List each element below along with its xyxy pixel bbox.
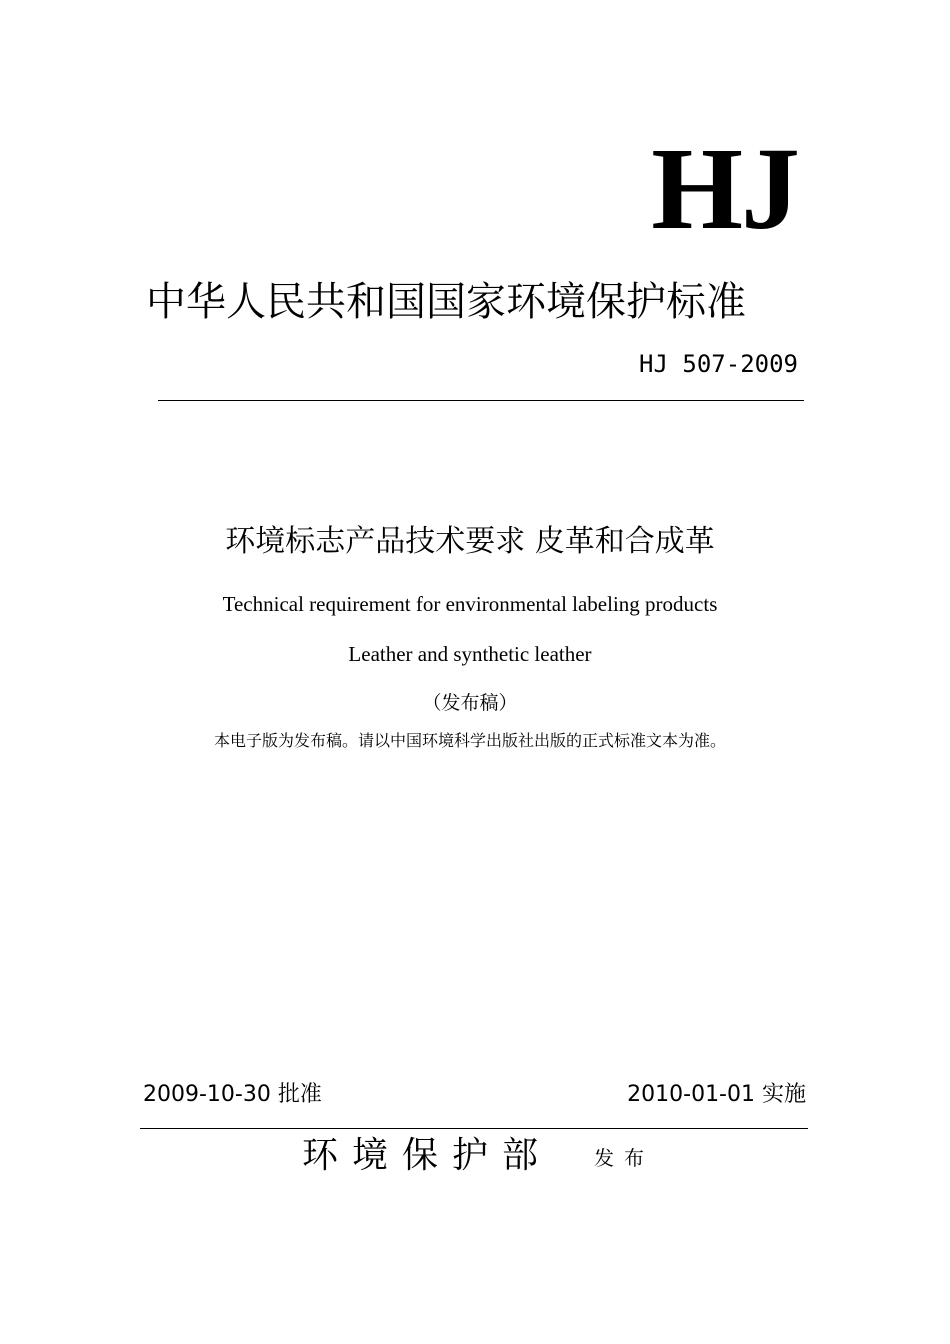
draft-label: （发布稿） [422, 692, 518, 714]
effective-date: 2010-01-01 实施 [627, 1082, 806, 1107]
header-divider [158, 400, 804, 401]
national-standard-title: 中华人民共和国国家环境保护标准 [146, 279, 746, 325]
document-title-en-line1: Technical requirement for environmental labeling products [222, 592, 718, 616]
publication-notice: 本电子版为发布稿。请以中国环境科学出版社出版的正式标准文本为准。 [213, 731, 726, 750]
approve-date: 2009-10-30 批准 [143, 1082, 322, 1107]
hj-logo: HJ [651, 123, 798, 254]
document-title-cn: 环境标志产品技术要求 皮革和合成革 [225, 524, 715, 559]
issuing-authority: 环境保护部 [302, 1135, 553, 1176]
document-title-en-line2: Leather and synthetic leather [348, 642, 592, 666]
issue-word: 发布 [594, 1146, 654, 1170]
standard-number: HJ 507-2009 [639, 350, 798, 378]
footer-divider [140, 1128, 808, 1129]
